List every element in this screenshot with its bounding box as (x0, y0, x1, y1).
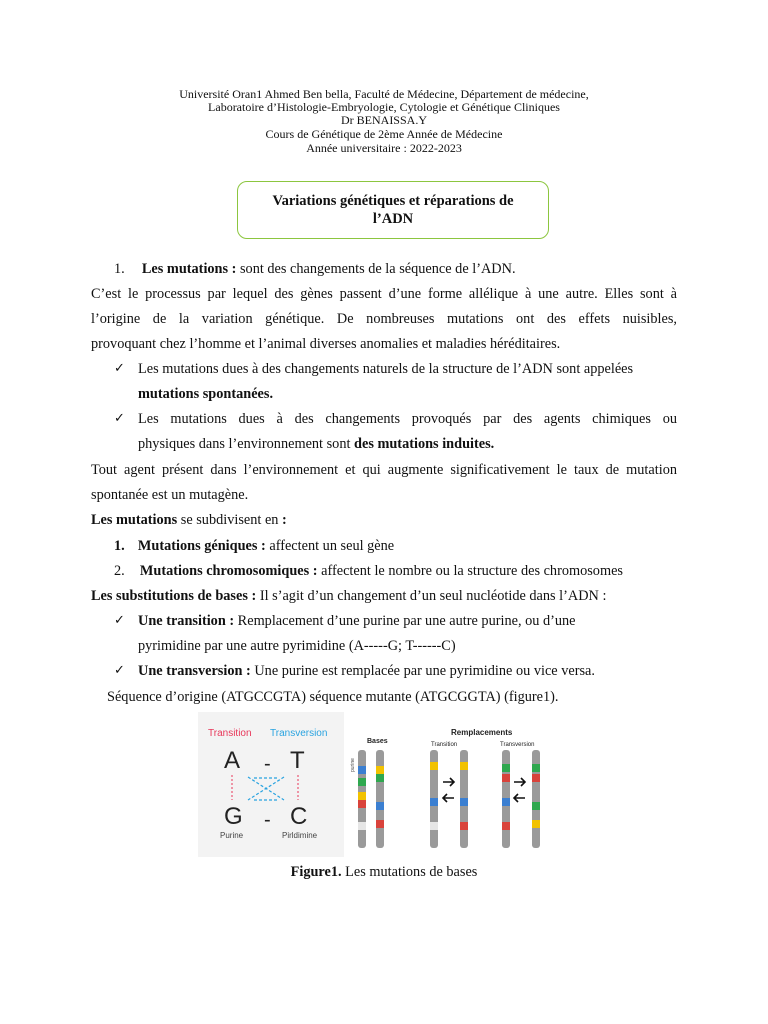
check-icon: ✓ (114, 613, 125, 628)
header-line-3: Dr BENAISSA.Y (340, 113, 427, 127)
sub-transversion-label: Transversion (500, 742, 535, 748)
strand-1 (358, 750, 366, 848)
check-icon: ✓ (114, 361, 125, 376)
transition-label: Transition (208, 728, 252, 739)
pyrimidine-label: Pirldimine (282, 831, 318, 840)
item-1 (114, 261, 516, 277)
base-T: T (290, 747, 305, 774)
sub-item-2-bold: Mutations chromosomiques : (139, 563, 318, 579)
dash-bottom: - (264, 809, 271, 831)
transversion-bold: Une transversion : (138, 663, 251, 679)
sub-item-2-number: 2. (114, 563, 125, 579)
header-line-4: Cours de Génétique de 2ème Année de Médecine (265, 127, 503, 141)
arrow-left-icon (514, 794, 525, 802)
sub-item-2-text: affectent le nombre ou la structure des chromosomes (317, 563, 623, 579)
bullet-1-bold: mutations spontanées. (138, 386, 274, 402)
header-line-5: Année universitaire : 2022-2023 (306, 141, 462, 155)
bullet-2-line-1: Les mutations dues à des changements provoqués par des agents chimiques ou (138, 411, 677, 427)
transversion-line (138, 663, 595, 679)
page-title (258, 192, 528, 228)
header-line-1: Université Oran1 Ahmed Ben bella, Faculté de Médecine, Département de médecine, (179, 87, 589, 101)
check-icon: ✓ (114, 663, 125, 678)
sub-item-1-text: affectent un seul gène (265, 538, 395, 554)
paragraph-1-line-2: l’origine de la variation génétique. De nombreuses mutations ont des effets nuisibles, (91, 311, 677, 327)
sub-item-1-bold: Mutations géniques : (137, 538, 266, 554)
caption-text: Les mutations de bases (341, 864, 478, 880)
sub-item-2 (114, 563, 623, 579)
substitutions-text: Il s’agit d’un changement d’un seul nucléotide dans l’ADN : (256, 588, 607, 604)
paragraph-1-line-1: C’est le processus par lequel des gènes passent d’une forme allélique à une autre. Elles sont à (91, 286, 677, 302)
mutation-figure (198, 712, 558, 857)
bullet-1-line-2 (138, 386, 273, 402)
purine-label: Purine (220, 831, 244, 840)
title-line-2: l’ADN (372, 211, 414, 227)
paragraph-1-line-3: provoquant chez l’homme et l’animal diverses anomalies et maladies héréditaires. (91, 336, 561, 352)
sub-item-1 (114, 538, 394, 554)
bullet-1-line-1: Les mutations dues à des changements naturels de la structure de l’ADN sont appelées (138, 361, 634, 377)
transition-bold: Une transition : (138, 613, 235, 629)
header-line-2: Laboratoire d’Histologie-Embryologie, Cytologie et Génétique Cliniques (208, 100, 560, 114)
paragraph-2-line-1: Tout agent présent dans l’environnement et qui augmente significativement le taux de mutation (91, 462, 677, 478)
sub-item-1-number: 1. (114, 538, 125, 554)
check-icon: ✓ (114, 411, 125, 426)
paragraph-3-colon: : (282, 512, 287, 528)
purine-side-label: purine (350, 758, 356, 772)
title-box (237, 181, 549, 239)
paragraph-3 (91, 512, 287, 528)
paragraph-3-text: se subdivisent en (177, 512, 283, 528)
base-A: A (224, 747, 241, 774)
figure-caption (0, 864, 768, 881)
arrow-right-icon (514, 778, 525, 786)
arrow-left-icon (443, 794, 454, 802)
strand-4 (460, 750, 468, 848)
base-C: C (290, 803, 308, 830)
transition-line-2: pyrimidine par une autre pyrimidine (A-----G; T------C) (138, 638, 456, 654)
bullet-2-line-2 (138, 436, 494, 452)
strand-5 (502, 750, 510, 848)
remplacements-label: Remplacements (451, 728, 513, 737)
paragraph-3-bold: Les mutations (91, 512, 178, 528)
strand-3 (430, 750, 438, 848)
dash-top: - (264, 753, 271, 775)
item-1-bold: Les mutations : (141, 261, 237, 277)
transversion-text: Une purine est remplacée par une pyrimidine ou vice versa. (250, 663, 595, 679)
sub-transition-label: Transition (431, 742, 458, 748)
paragraph-2-line-2: spontanée est un mutagène. (91, 487, 249, 503)
base-G: G (224, 803, 243, 830)
substitutions-bold: Les substitutions de bases : (91, 588, 257, 604)
bases-label: Bases (367, 738, 388, 745)
title-line-1: Variations génétiques et réparations de (272, 193, 514, 209)
transition-line-1 (138, 613, 576, 629)
strand-6 (532, 750, 540, 848)
transition-text: Remplacement d’une purine par une autre purine, ou d’une (234, 613, 576, 629)
transversion-label: Transversion (270, 728, 328, 739)
strand-2 (376, 750, 384, 848)
sequence-line: Séquence d’origine (ATGCCGTA) séquence mutante (ATGCGGTA) (figure1). (107, 689, 559, 705)
substitutions-heading (91, 588, 606, 604)
item-1-number: 1. (114, 261, 125, 277)
bullet-2-text: physiques dans l’environnement sont (138, 436, 355, 452)
item-1-text: sont des changements de la séquence de l’ADN. (236, 261, 516, 277)
bullet-2-bold: des mutations induites. (354, 436, 495, 452)
arrow-right-icon (443, 778, 454, 786)
caption-bold: Figure1. (290, 864, 342, 880)
